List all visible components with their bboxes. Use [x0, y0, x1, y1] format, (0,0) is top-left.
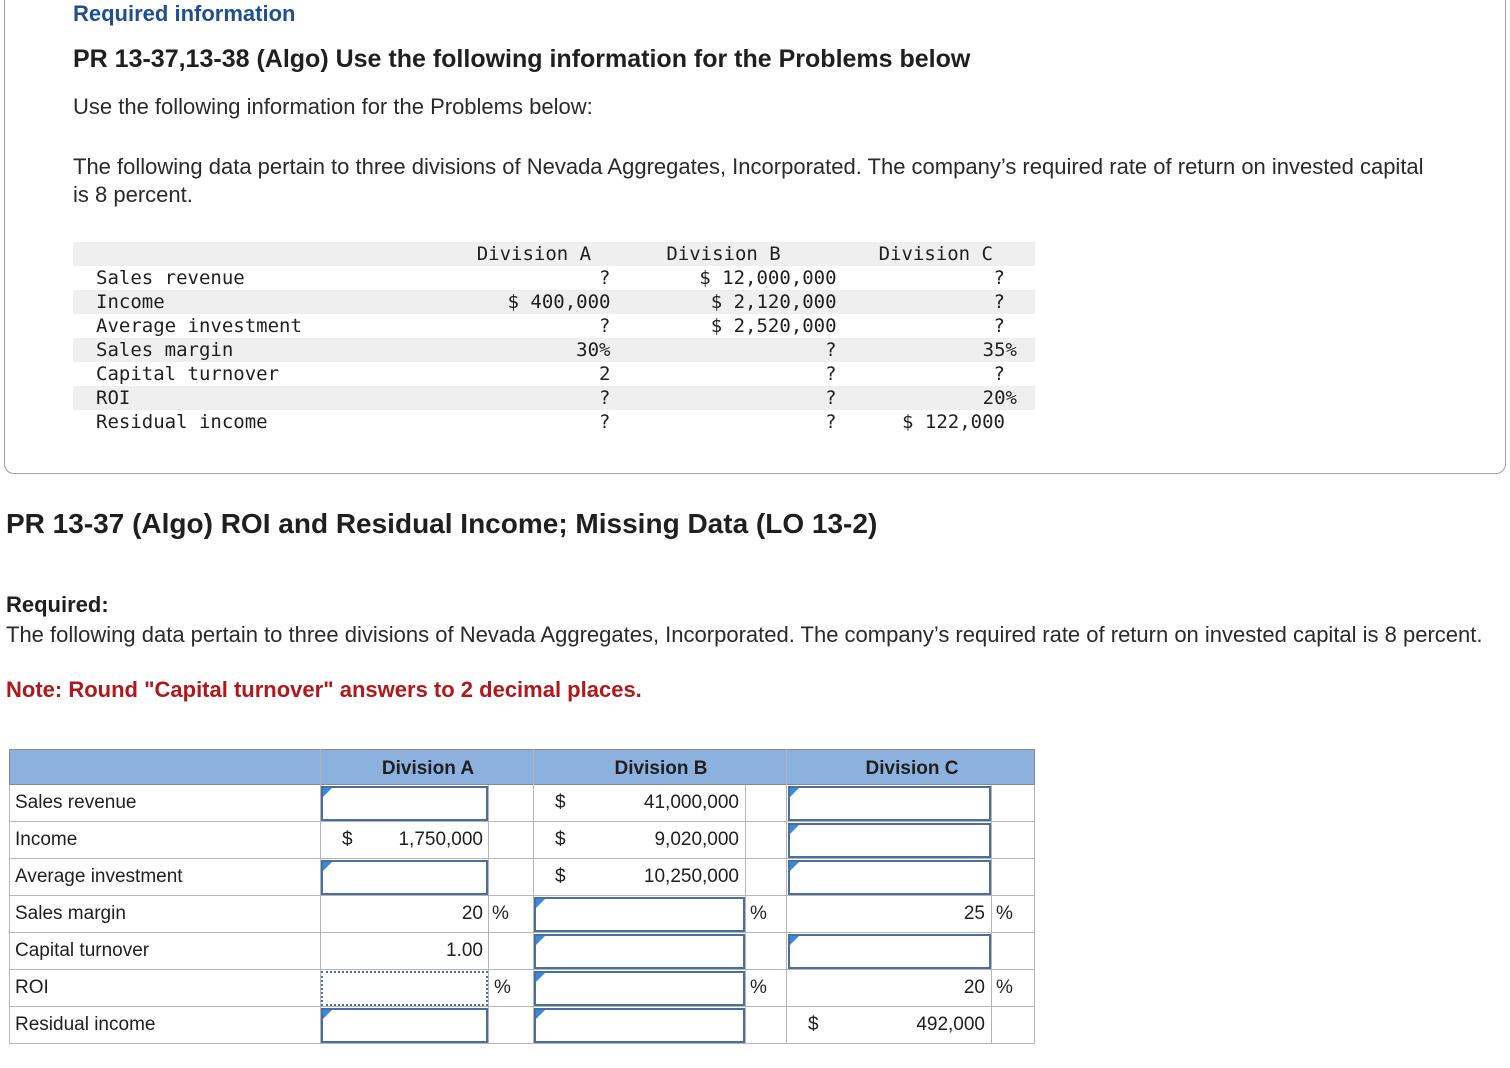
division-a-sales-revenue-input[interactable]	[321, 786, 488, 821]
grid-col-division-a: Division A	[381, 758, 475, 779]
division-b-income-value: 9,020,000	[654, 829, 739, 850]
intro-paragraph: The following data pertain to three divisions of Nevada Aggregates, Incorporated. The company’s required rate of return on invested capital is 8 percent.	[73, 154, 1424, 207]
division-c-sales-margin-value: 25	[963, 903, 985, 924]
grid-row-income: Income $ 1,750,000 $ 9,020,000	[9, 822, 1035, 859]
division-data-table	[73, 242, 1035, 434]
required-label: Required:	[6, 592, 109, 617]
division-b-sales-margin-input[interactable]	[534, 897, 745, 932]
division-c-sales-revenue-input[interactable]	[788, 786, 991, 821]
table-row: Sales margin 30% ? 35%	[73, 338, 1035, 362]
required-text: The following data pertain to three divisions of Nevada Aggregates, Incorporated. The company’s required rate of return on invested capital is 8 percent.	[6, 622, 1483, 647]
table-row: Sales revenue ? $ 12,000,000 ?	[96, 267, 1005, 289]
division-b-sales-revenue-value: 41,000,000	[643, 792, 739, 813]
division-a-residual-income-input[interactable]	[321, 1008, 488, 1043]
table-header-row	[73, 242, 1035, 266]
division-c-average-investment-input[interactable]	[788, 860, 991, 895]
division-b-residual-income-input[interactable]	[534, 1008, 745, 1043]
division-a-roi-input[interactable]	[321, 971, 488, 1006]
division-a-average-investment-input[interactable]	[321, 860, 488, 895]
rounding-note: Note: Round "Capital turnover" answers to 2 decimal places.	[6, 677, 642, 702]
division-c-income-input[interactable]	[788, 823, 991, 858]
problem-set-subtitle: Use the following information for the Problems below:	[73, 94, 593, 119]
answer-grid-header	[9, 749, 1035, 785]
division-b-roi-input[interactable]	[534, 971, 745, 1006]
grid-row-residual-income: Residual income $ 492,000	[9, 1007, 1035, 1044]
required-information-heading: Required information	[73, 1, 296, 26]
table-row: ROI ? ? 20%	[73, 386, 1035, 410]
grid-col-division-b: Division B	[614, 758, 708, 779]
table-row: Residual income ? ? $ 122,000	[96, 411, 1005, 433]
division-a-capital-turnover-value: 1.00	[446, 940, 483, 961]
table-row: Average investment ? $ 2,520,000 ?	[96, 315, 1005, 337]
table-row: Income $ 400,000 $ 2,120,000 ?	[73, 290, 1035, 314]
division-a-sales-margin-value: 20	[461, 903, 483, 924]
table-row: Capital turnover 2 ? ?	[96, 363, 1005, 385]
division-a-income-value: 1,750,000	[398, 829, 483, 850]
division-c-capital-turnover-input[interactable]	[788, 934, 991, 969]
grid-row-average-investment: Average investment $ 10,250,000	[9, 859, 1035, 896]
division-b-capital-turnover-input[interactable]	[534, 934, 745, 969]
problem-set-title: PR 13-37,13-38 (Algo) Use the following information for the Problems below	[73, 45, 971, 73]
grid-row-capital-turnover: Capital turnover 1.00	[9, 933, 1035, 970]
grid-row-sales-revenue: Sales revenue $ 41,000,000	[9, 785, 1035, 822]
division-c-residual-income-value: 492,000	[916, 1014, 985, 1035]
col-division-b: Division B	[666, 243, 781, 265]
answer-grid	[9, 749, 1035, 1044]
grid-row-sales-margin: Sales margin 20 % % 25 %	[9, 896, 1035, 933]
division-c-roi-value: 20	[963, 977, 985, 998]
problem-title: PR 13-37 (Algo) ROI and Residual Income; Missing Data (LO 13-2)	[6, 508, 878, 539]
grid-row-roi: ROI % % 20 %	[9, 970, 1035, 1007]
division-b-average-investment-value: 10,250,000	[643, 866, 739, 887]
grid-col-division-c: Division C	[865, 758, 959, 779]
col-division-c: Division C	[878, 243, 993, 265]
col-division-a: Division A	[476, 243, 592, 265]
